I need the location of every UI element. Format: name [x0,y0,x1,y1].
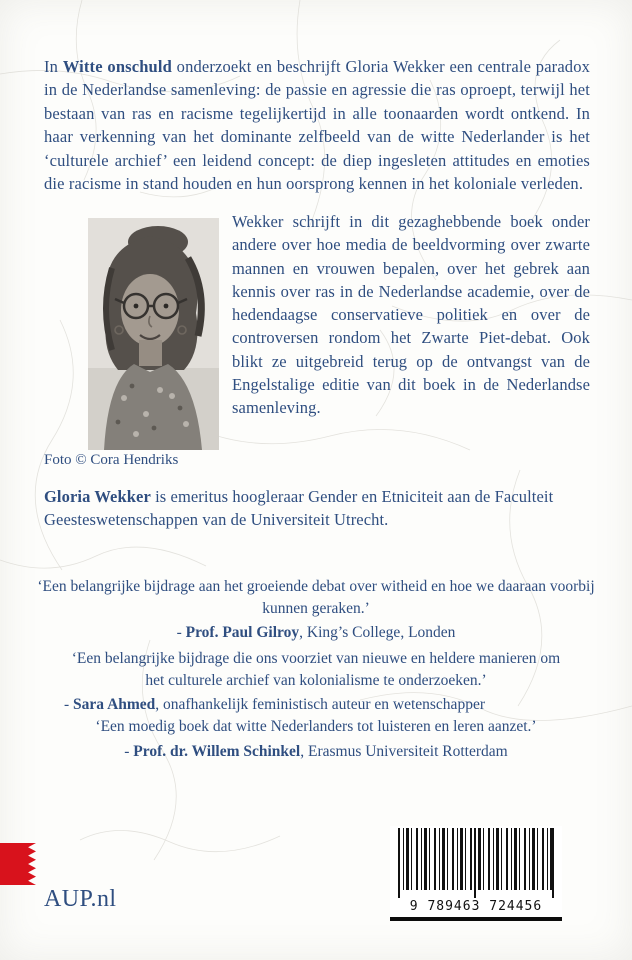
barcode-guard-middle [474,828,476,898]
attribution-name: Sara Ahmed [73,696,156,714]
endorsement-quote-ahmed [64,648,568,716]
aup-logo-mark-icon [0,843,36,885]
quote-text: ‘Een belangrijke bijdrage aan het groeiende debat over witheid en hoe we daaraan voorbij kunnen geraken.’ [37,578,595,617]
photo-credit: Foto © Cora Hendriks [44,452,179,468]
quote-attribution [36,741,596,763]
attribution-dash: - [124,742,134,760]
barcode-number: 9 789463 724456 [409,899,543,914]
publisher-url: AUP.nl [44,886,117,912]
quote-text: ‘Een belangrijke bijdrage die ons voorziet van nieuwe en heldere manieren om het culturele archief van kolonialisme te onderzoeken.’ [71,650,561,689]
barcode-guard-left [398,828,400,898]
endorsement-quote-gilroy [36,576,596,644]
attribution-name: Prof. dr. Willem Schinkel [133,742,301,760]
about-book-paragraph: Wekker schrijft in dit gezaghebbende boek onder andere over hoe media de beeldvorming over zwarte mannen en vrouwen bepalen, over het gebrek aan kennis over ras in de Nederlandse academie, over de hedendaagse conservatieve politiek en over de controversen rondom het Zwarte Piet-debat. Ook blikt ze uitgebreid terug op de ontvangst van de Engelstalige editie van dit boek in de Nederlandse samenleving. [232,212,590,417]
intro-pre: In [44,57,63,76]
author-bio [44,485,590,532]
intro-rest: onderzoekt en beschrijft Gloria Wekker een centrale paradox in de Nederlandse samenleving: de passie en agressie die ras oproept, terwijl het bestaan van ras en racisme tegelijkertijd in alle toonaarden wordt ontkend. In haar verkenning van het dominante zelfbeeld van de witte Nederlander is het ‘culturele archief’ een leidend concept: de diep ingesleten attitudes en emoties die racisme in stand houden en hun oorsprong kennen in het koloniale verleden. [44,57,590,194]
attribution-affiliation: , onafhankelijk feministisch auteur en wetenschapper [155,696,485,714]
intro-paragraph [44,55,590,196]
quote-attribution [36,622,596,644]
attribution-affiliation: , King’s College, Londen [299,624,456,642]
attribution-name: Prof. Paul Gilroy [185,624,300,642]
barcode-guard-right [552,828,554,898]
barcode [390,826,562,921]
author-name-bold: Gloria Wekker [44,487,151,506]
attribution-dash: - [176,624,186,642]
attribution-dash: - [64,696,74,714]
portrait-placeholder [88,218,219,450]
book-title-bold: Witte onschuld [62,57,172,76]
barcode-bars-pattern [398,828,554,890]
quote-text: ‘Een moedig boek dat witte Nederlanders tot luisteren en leren aanzet.’ [95,718,537,735]
author-bio-rest: is emeritus hoogleraar Gender en Etniciteit aan de Faculteit Geesteswetenschappen van de Universiteit Utrecht. [44,487,554,530]
barcode-bars [398,828,554,890]
author-photo [88,218,219,450]
attribution-affiliation: , Erasmus Universiteit Rotterdam [300,742,508,760]
endorsement-quote-schinkel [36,716,596,762]
quote-attribution [64,694,568,716]
